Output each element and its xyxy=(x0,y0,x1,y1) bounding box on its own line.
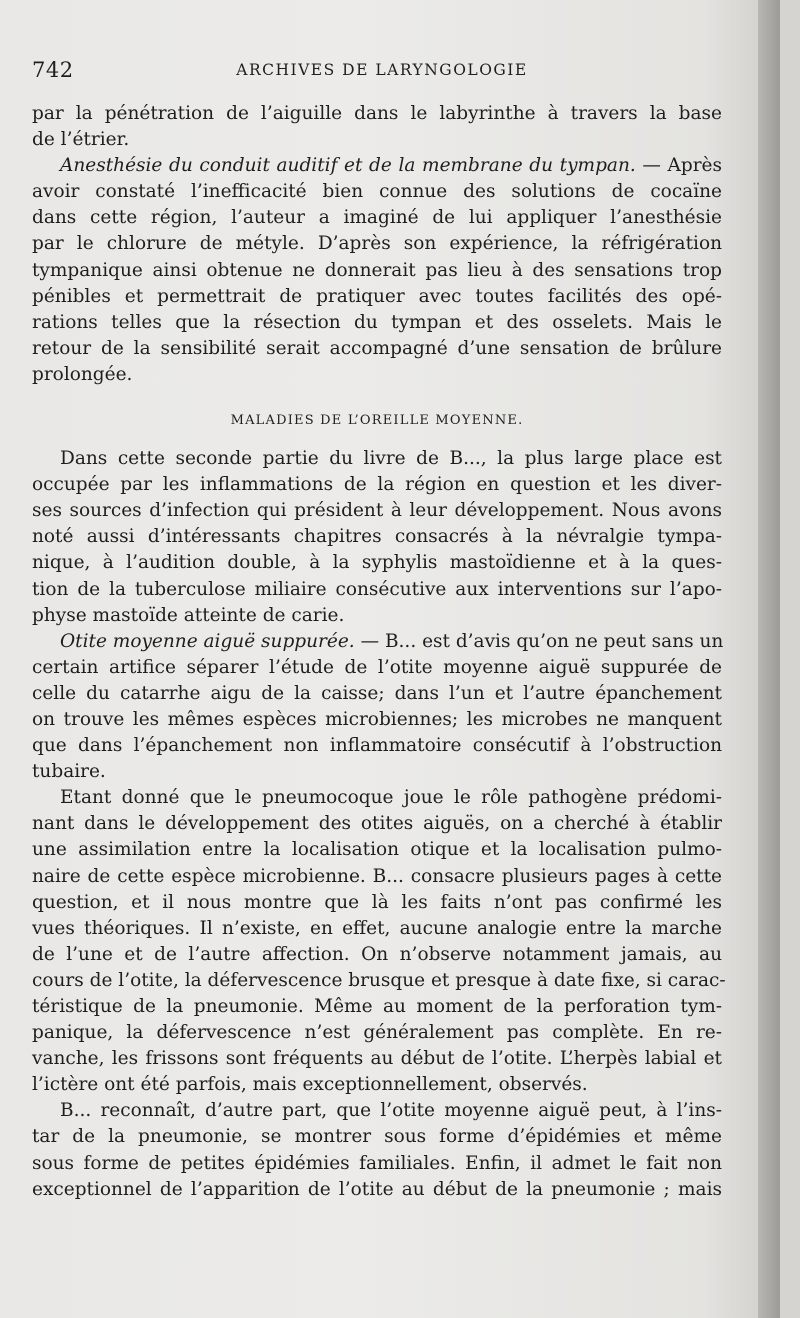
text-line: tympanique ainsi obtenue ne donnerait pas lieu à des sensations trop xyxy=(32,259,722,281)
page-edge-shadow xyxy=(758,0,780,1318)
text-line: sous forme de petites épidémies familiales. Enfin, il admet le fait non xyxy=(32,1152,722,1174)
text-line: certain artifice séparer l’étude de l’otite moyenne aiguë suppurée de xyxy=(32,656,722,678)
italic-subheading: Otite moyenne aiguë suppurée. xyxy=(60,630,355,652)
text-line: de l’une et de l’autre affection. On n’observe notamment jamais, au xyxy=(32,943,722,965)
text-line: rations telles que la résection du tympan et des osselets. Mais le xyxy=(32,311,722,333)
text-line: une assimilation entre la localisation otique et la localisation pulmo- xyxy=(32,839,722,861)
text-line: de l’étrier. xyxy=(32,129,130,151)
paragraph-anesthesie-start xyxy=(32,153,722,179)
text-line: nique, à l’audition double, à la syphylis mastoïdienne et à la ques- xyxy=(32,552,722,574)
text-line: vues théoriques. Il n’existe, en effet, aucune analogie entre la marche xyxy=(32,917,722,939)
running-title: ARCHIVES DE LARYNGOLOGIE xyxy=(236,61,528,79)
text-line: celle du catarrhe aigu de la caisse; dans l’un et l’autre épanchement xyxy=(32,682,722,704)
text-line: dans cette région, l’auteur a imaginé de lui appliquer l’anesthésie xyxy=(32,207,722,229)
text-line: question, et il nous montre que là les faits n’ont pas confirmé les xyxy=(32,891,722,913)
text-line: ses sources d’infection qui président à leur développement. Nous avons xyxy=(32,500,722,522)
text-line: panique, la défervescence n’est généralement pas complète. En re- xyxy=(32,1022,722,1044)
text-line: que dans l’épanchement non inflammatoire consécutif à l’obstruction xyxy=(32,735,722,757)
text-line: l’ictère ont été parfois, mais exceptionnellement, observés. xyxy=(32,1074,588,1096)
text-fragment: — Après xyxy=(642,155,722,177)
text-line: par la pénétration de l’aiguille dans le labyrinthe à travers la base xyxy=(32,103,722,124)
text-line: cours de l’otite, la défervescence brusque et presque à date fixe, si carac- xyxy=(32,969,726,991)
paragraph-otite-start xyxy=(32,629,722,655)
text-line: B... reconnaît, d’autre part, que l’otite moyenne aiguë peut, à l’ins- xyxy=(60,1100,722,1122)
section-heading: MALADIES DE L’OREILLE MOYENNE. xyxy=(230,413,524,429)
text-line: téristique de la pneumonie. Même au moment de la perforation tym- xyxy=(32,996,722,1017)
text-line: on trouve les mêmes espèces microbiennes; les microbes ne manquent xyxy=(32,708,722,730)
text-line: pénibles et permettrait de pratiquer avec toutes facilités des opé- xyxy=(32,285,722,307)
text-line: tar de la pneumonie, se montrer sous forme d’épidémies et même xyxy=(32,1126,722,1148)
text-line: occupée par les inflammations de la région en question et les diver- xyxy=(32,474,722,496)
text-line: naire de cette espèce microbienne. B... consacre plusieurs pages à cette xyxy=(32,865,722,887)
text-line: exceptionnel de l’apparition de l’otite au début de la pneumonie ; mais xyxy=(32,1178,722,1200)
text-line: avoir constaté l’inefficacité bien connue des solutions de cocaïne xyxy=(32,181,722,203)
text-line: vanche, les frissons sont fréquents au début de l’otite. L’herpès labial et xyxy=(32,1048,722,1070)
text-line: tubaire. xyxy=(32,761,106,783)
text-line: retour de la sensibilité serait accompagné d’une sensation de brûlure xyxy=(32,337,722,359)
body-text xyxy=(32,101,726,1203)
italic-subheading: Anesthésie du conduit auditif et de la membrane du tympan. xyxy=(60,155,636,177)
text-fragment: — B... est d’avis qu’on ne peut sans un xyxy=(360,630,724,652)
text-line: Etant donné que le pneumocoque joue le rôle pathogène prédomi- xyxy=(60,787,722,809)
text-line: nant dans le développement des otites aiguës, on a cherché à établir xyxy=(32,813,722,835)
text-line: physe mastoïde atteinte de carie. xyxy=(32,604,345,626)
page-header xyxy=(32,58,732,88)
text-line: tion de la tuberculose miliaire consécutive aux interventions sur l’apo- xyxy=(32,578,722,600)
text-line: par le chlorure de métyle. D’après son expérience, la réfrigération xyxy=(32,233,722,255)
text-line: noté aussi d’intéressants chapitres consacrés à la névralgie tympa- xyxy=(32,526,722,548)
page-number: 742 xyxy=(32,58,74,82)
text-line: Dans cette seconde partie du livre de B..., la plus large place est xyxy=(60,448,722,470)
text-line: prolongée. xyxy=(32,363,133,385)
